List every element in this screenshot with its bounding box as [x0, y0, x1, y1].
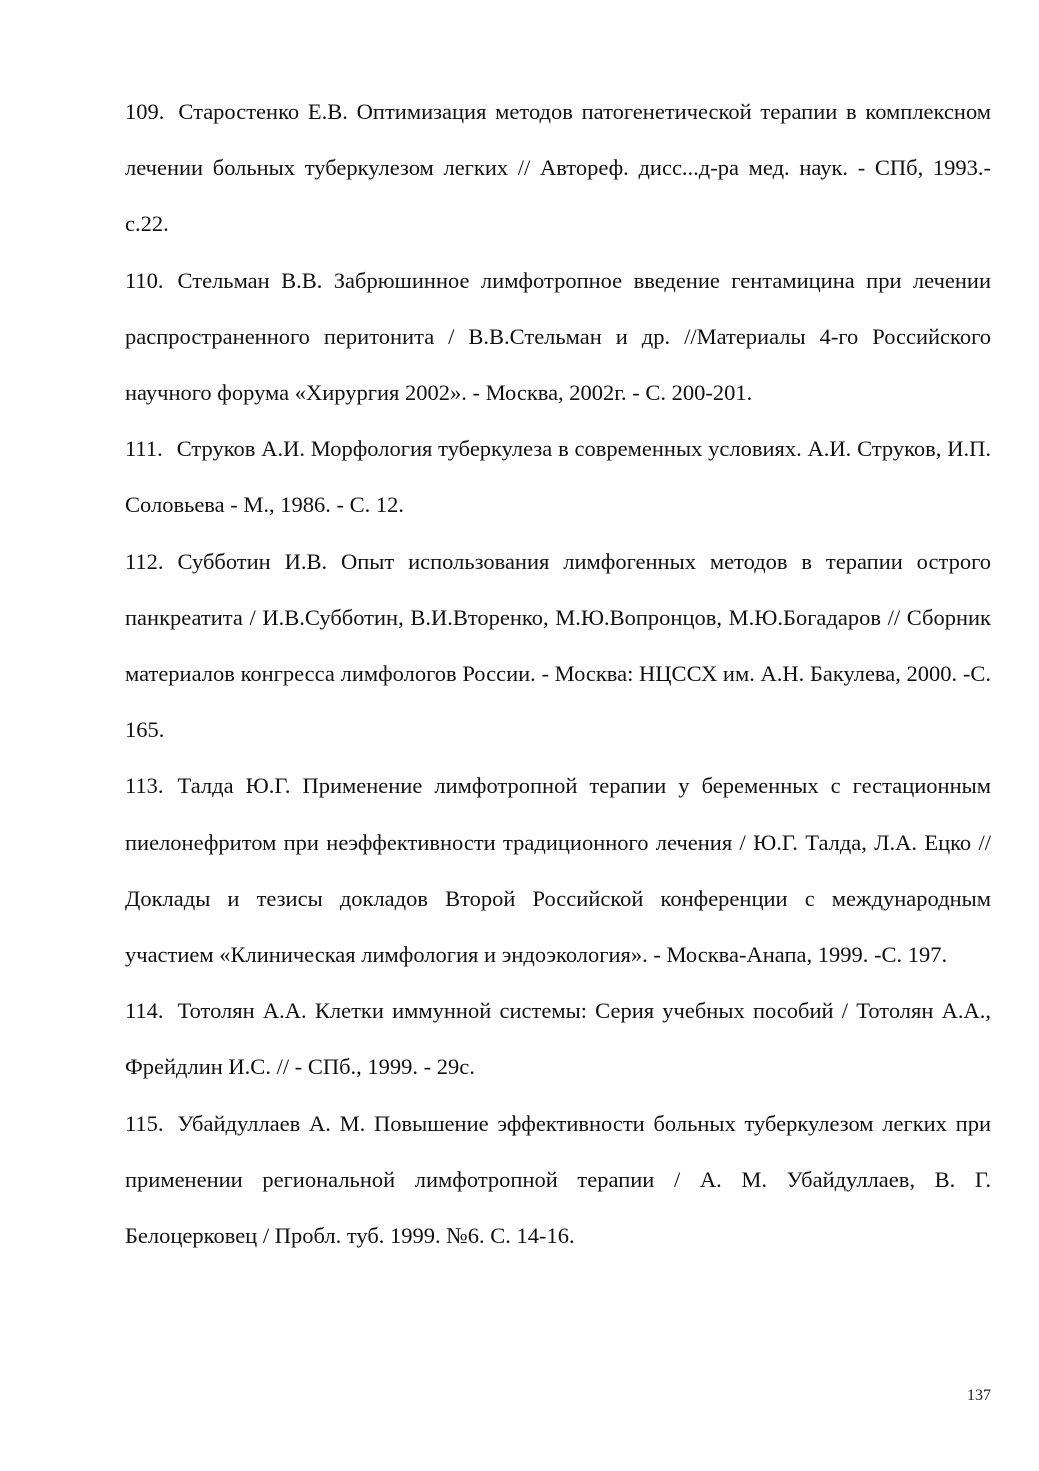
reference-text: Стельман В.В. Забрюшинное лимфотропное введение гентамицина при лечении распространенного перитонита / В.В.Стельман и др. //Материалы 4-го Российского научного форума «Хирургия 2002». - Москва, 2002г. - С. 200-201. [125, 267, 991, 406]
reference-item-109 [125, 84, 991, 253]
reference-number: 110. [125, 267, 164, 293]
reference-number: 113. [125, 773, 164, 799]
reference-item-115 [125, 1096, 991, 1265]
reference-text: Талда Ю.Г. Применение лимфотропной терапии у беременных с гестационным пиелонефритом при неэффективности традиционного лечения / Ю.Г. Талда, Л.А. Ецко // Доклады и тезисы докладов Второй Российской конференции с международным участием «Клиническая лимфология и эндоэкология». - Москва-Анапа, 1999. -С. 197. [125, 773, 991, 968]
reference-number: 115. [125, 1110, 164, 1136]
page-number: 137 [967, 1387, 991, 1404]
reference-text: Старостенко Е.В. Оптимизация методов патогенетической терапии в комплексном лечении больных туберкулезом легких // Автореф. дисс...д-ра мед. наук. - СПб, 1993.- с.22. [125, 99, 991, 237]
reference-number: 109. [125, 99, 165, 124]
reference-text: Тотолян А.А. Клетки иммунной системы: Серия учебных пособий / Тотолян А.А., Фрейдлин И.С. // - СПб., 1999. - 29с. [125, 998, 991, 1080]
reference-number: 112. [125, 548, 164, 574]
reference-item-111 [125, 421, 991, 533]
reference-item-112 [125, 534, 991, 759]
reference-item-110 [125, 253, 991, 422]
reference-text: Убайдуллаев А. М. Повышение эффективности больных туберкулезом легких при применении региональной лимфотропной терапии / А. М. Убайдуллаев, В. Г. Белоцерковец / Пробл. туб. 1999. №6. С. 14-16. [125, 1110, 991, 1249]
reference-list [125, 84, 991, 1264]
reference-item-113 [125, 758, 991, 983]
reference-text: Струков А.И. Морфология туберкулеза в современных условиях. А.И. Струков, И.П. Соловьева - М., 1986. - С. 12. [125, 436, 991, 518]
reference-text: Субботин И.В. Опыт использования лимфогенных методов в терапии острого панкреатита / И.В.Субботин, В.И.Вторенко, М.Ю.Вопронцов, М.Ю.Богадаров // Сборник материалов конгресса лимфологов России. - Москва: НЦССХ им. А.Н. Бакулева, 2000. -С. 165. [125, 548, 991, 743]
reference-number: 114. [125, 998, 164, 1024]
reference-number: 111. [125, 436, 163, 462]
reference-item-114 [125, 983, 991, 1095]
